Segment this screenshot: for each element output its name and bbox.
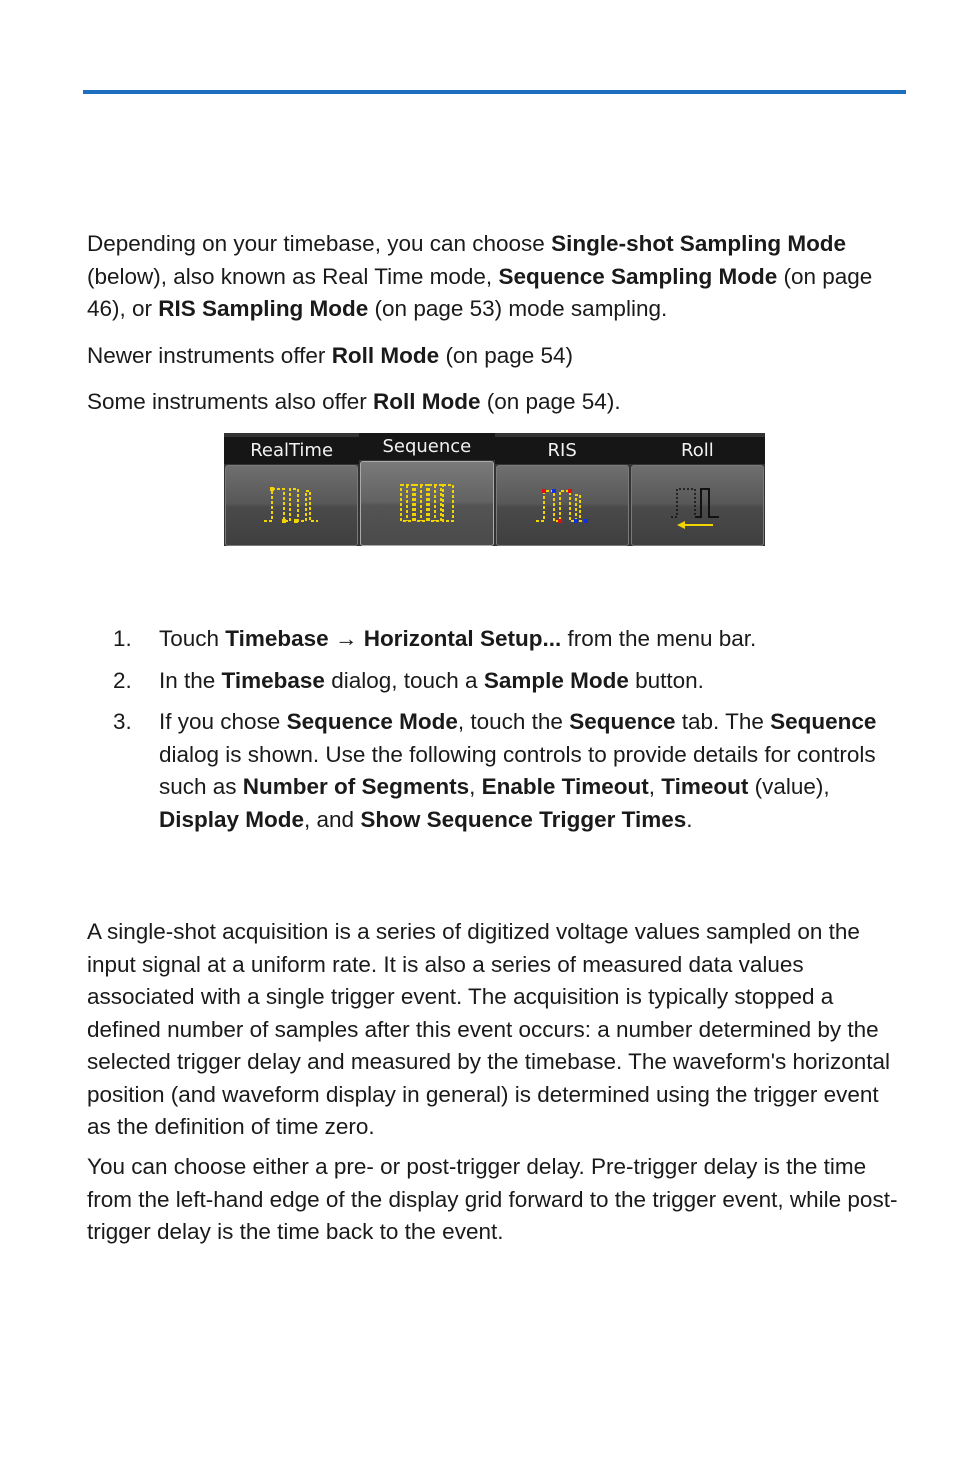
step-text: . — [686, 806, 693, 832]
sequence-button[interactable] — [360, 461, 493, 546]
intro-text-1: Depending on your timebase, you can choose — [87, 231, 552, 256]
mode-tab-label: Sequence — [359, 433, 494, 460]
step-bold: Sequence Mode — [286, 709, 458, 734]
newer-paragraph — [87, 340, 902, 373]
roll-mode-link-2[interactable]: Roll Mode — [372, 389, 481, 414]
newer-text-2: (on page 54) — [439, 343, 574, 368]
step-bold: Sample Mode — [483, 667, 629, 693]
mode-sequence[interactable] — [359, 433, 494, 546]
realtime-waveform-icon — [260, 481, 324, 531]
step-bold: Sequence — [569, 709, 676, 734]
step-text: button. — [628, 667, 704, 693]
step-bold: Sequence — [770, 709, 877, 734]
mode-realtime[interactable] — [224, 433, 359, 546]
step-number: 1. — [113, 626, 132, 651]
mode-roll[interactable] — [630, 433, 765, 546]
setup-steps — [87, 623, 902, 845]
step-text: Touch — [159, 626, 226, 651]
sequence-link[interactable]: Sequence Sampling Mode — [498, 263, 778, 289]
step-text: from the menu bar. — [561, 626, 757, 651]
step-text: dialog is shown. Use the following controls to provide details for controls such as — [159, 741, 876, 799]
trigger-delay-paragraph: You can choose either a pre- or post-trigger delay. Pre-trigger delay is the time from the left-hand edge of the display grid forward to the trigger event, while post-trigger delay is the time back to the event. — [87, 1154, 898, 1244]
newer-text-1: Newer instruments offer — [87, 343, 332, 368]
sequence-waveform-icon — [395, 479, 459, 529]
step-item — [87, 623, 902, 656]
step-item — [87, 665, 902, 698]
single-shot-paragraph: A single-shot acquisition is a series of digitized voltage values sampled on the input signal at a uniform rate. It is also a series of measured data values associated with a single trigger event. The acquisition is typically stopped a defined number of samples after this event occurs: a number determined by the selected trigger delay and measured by the timebase. The waveform's horizontal position (and waveform display in general) is determined using the trigger event as the definition of time zero. — [87, 919, 891, 1139]
some-text-2: (on page 54). — [480, 389, 621, 414]
roll-waveform-icon — [665, 481, 729, 531]
mode-tab-label: RIS — [495, 437, 630, 464]
step-bold: Display Mode — [159, 806, 305, 832]
step-text: , — [648, 774, 662, 799]
ris-button[interactable] — [496, 465, 629, 546]
sample-mode-strip — [224, 433, 765, 546]
realtime-button[interactable] — [225, 465, 358, 546]
intro-paragraph — [87, 228, 902, 326]
step-item — [87, 706, 902, 836]
roll-button[interactable] — [631, 465, 764, 546]
step-text: dialog, touch a — [324, 667, 484, 693]
step-text: tab. The — [675, 709, 771, 734]
step-bold: Show Sequence Trigger Times — [360, 806, 687, 832]
step-bold: Timeout — [661, 774, 749, 799]
mode-ris[interactable] — [495, 433, 630, 546]
step-text: , and — [304, 806, 361, 832]
step-bold: Timebase — [221, 667, 325, 693]
step-number: 2. — [113, 667, 132, 693]
intro-text-3: (on page 46), or — [87, 263, 873, 321]
ris-link[interactable]: RIS Sampling Mode — [158, 296, 369, 321]
intro-text-2: (below), also known as Real Time mode, — [87, 263, 499, 289]
step-bold: Number of Segments — [242, 774, 470, 799]
step-text: , touch the — [457, 709, 570, 734]
ris-waveform-icon — [530, 481, 594, 531]
intro-text-4: (on page 53) mode sampling. — [368, 296, 668, 321]
roll-mode-link[interactable]: Roll Mode — [331, 343, 440, 368]
mode-tab-label: Roll — [630, 437, 765, 464]
some-paragraph — [87, 386, 902, 419]
step-bold: Enable Timeout — [481, 774, 649, 799]
header-rule — [83, 90, 906, 94]
mode-tab-label: RealTime — [224, 437, 359, 464]
step-bold: Timebase → Horizontal Setup... — [225, 626, 562, 651]
step-text: If you chose — [159, 709, 287, 734]
single-shot-link[interactable]: Single-shot Sampling Mode — [551, 231, 847, 256]
step-text: In the — [159, 667, 222, 693]
some-text-1: Some instruments also offer — [87, 389, 373, 414]
step-number: 3. — [113, 709, 132, 734]
step-text: (value), — [748, 774, 830, 799]
step-text: , — [469, 774, 482, 799]
